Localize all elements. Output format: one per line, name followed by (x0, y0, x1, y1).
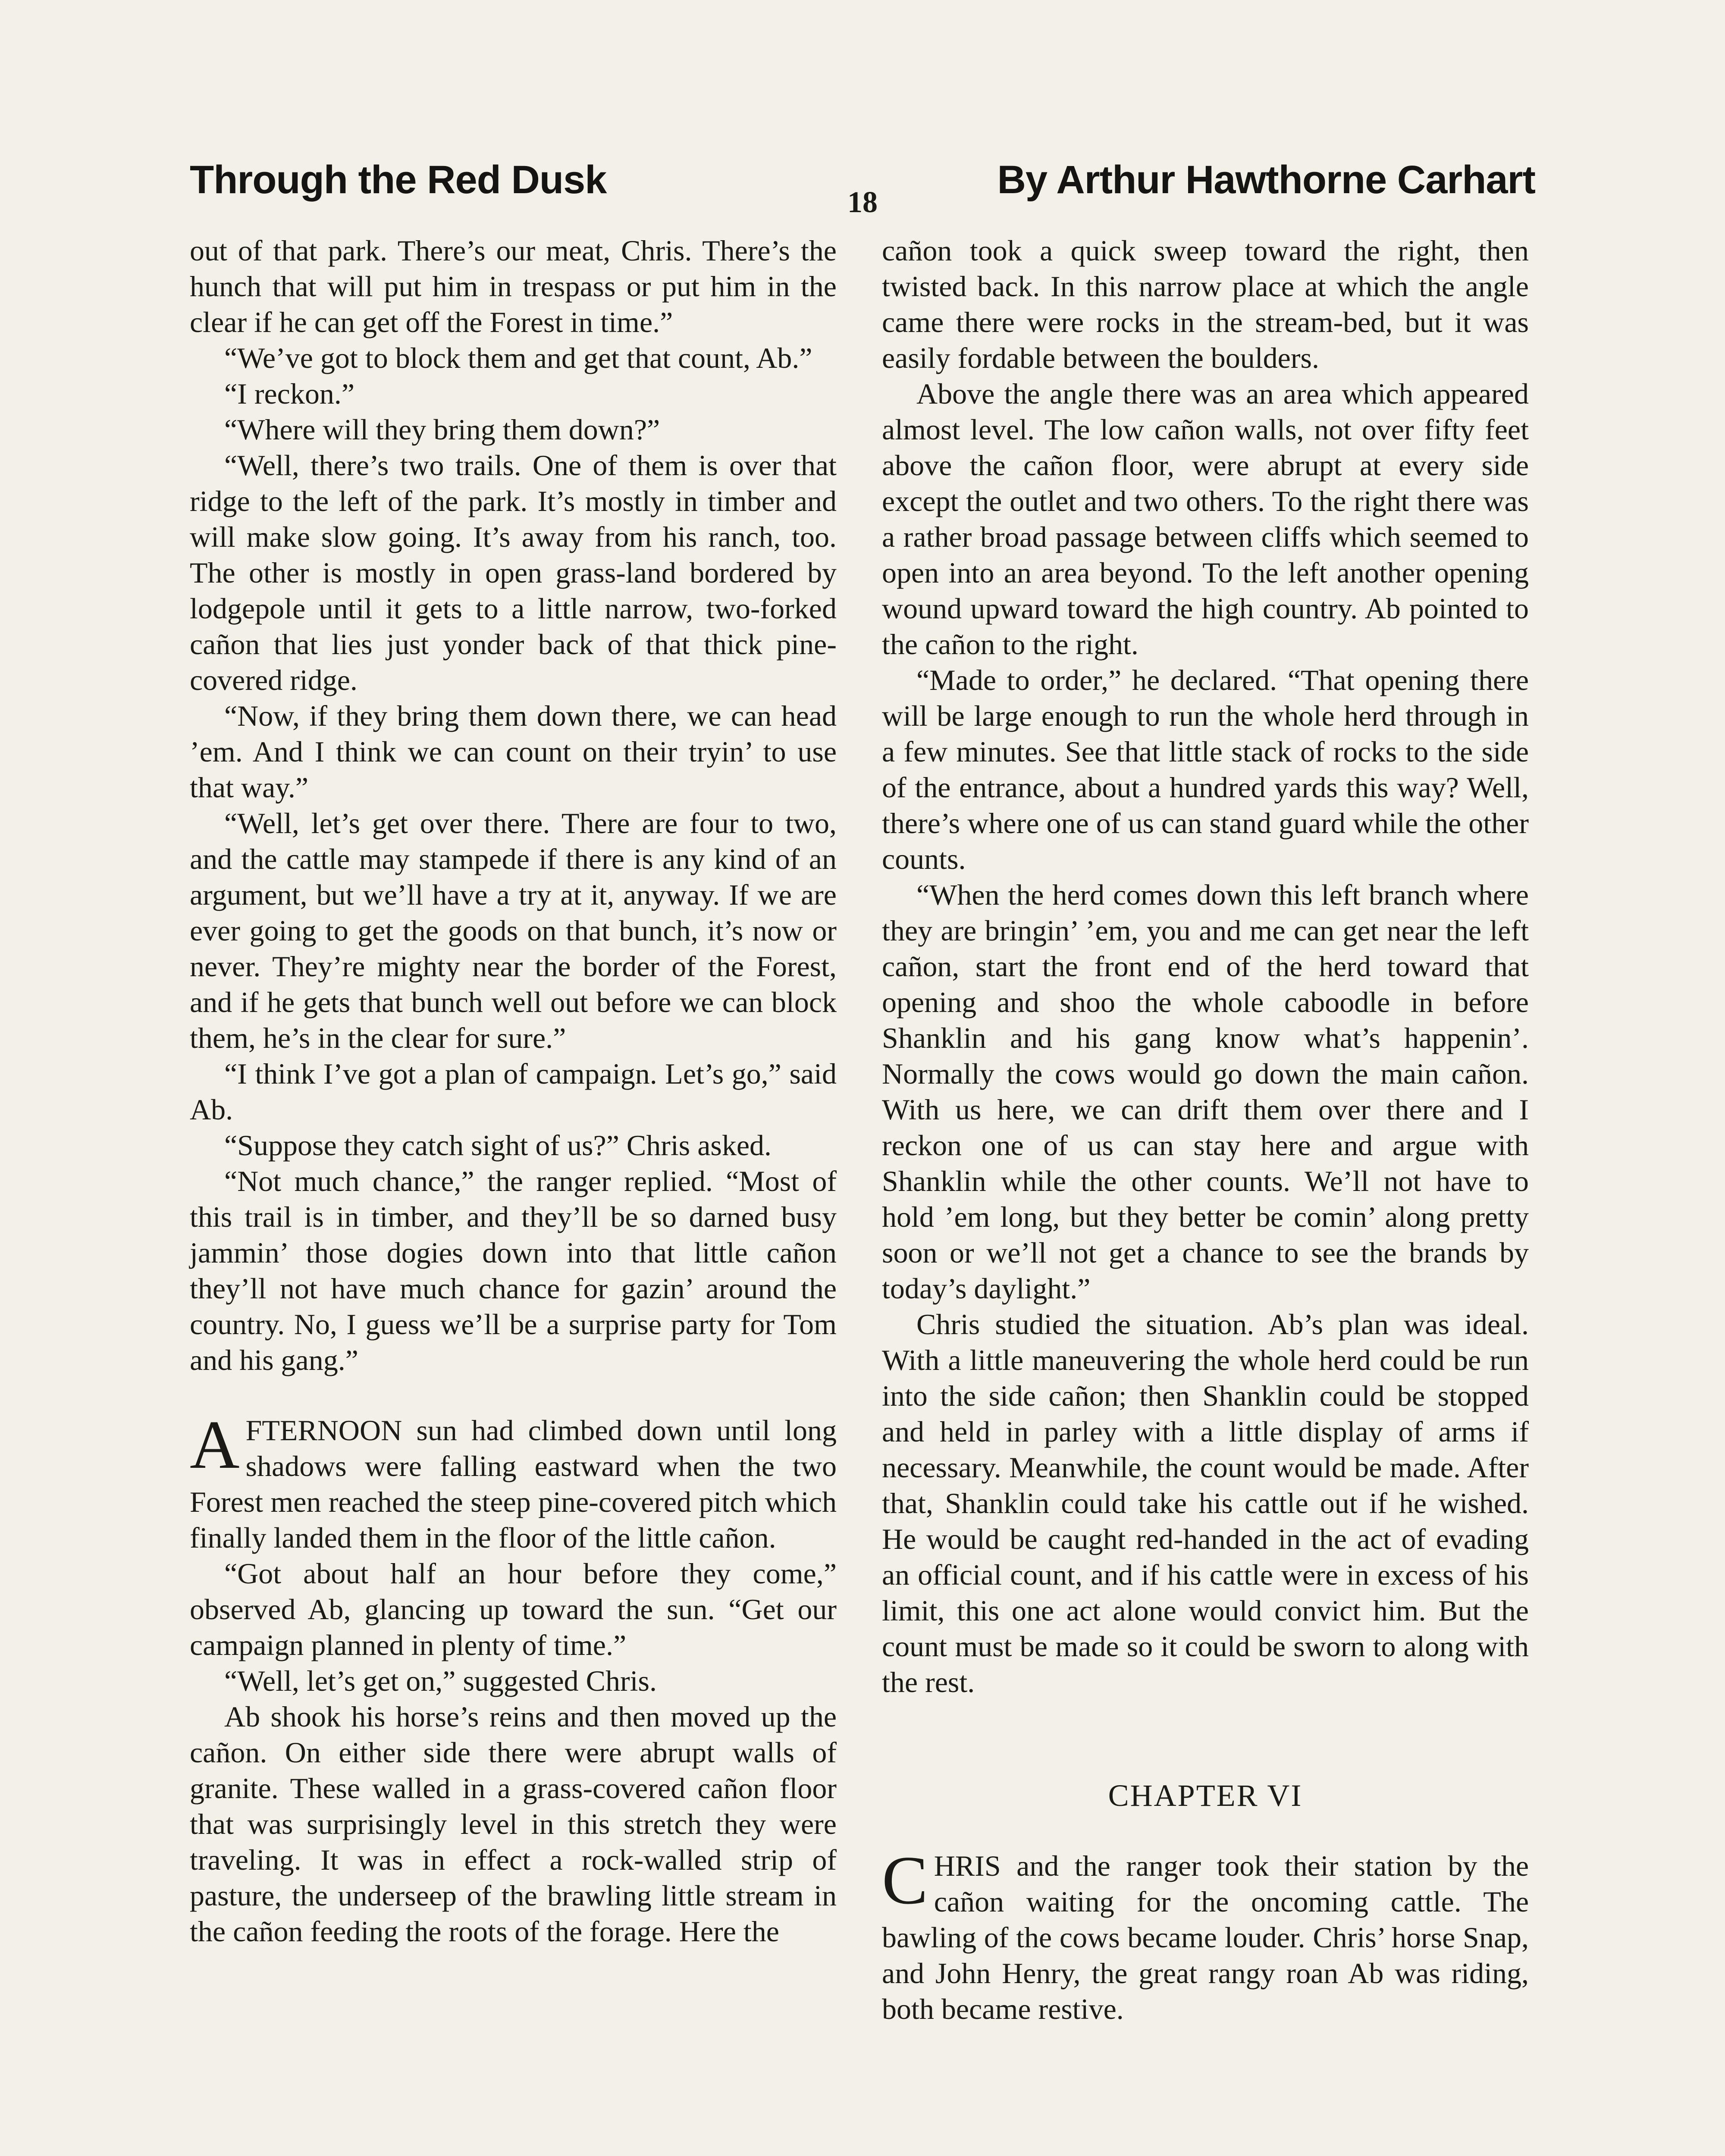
drop-cap: A (190, 1406, 240, 1483)
section-break (190, 1378, 837, 1413)
paragraph: Above the angle there was an area which appeared almost level. The low cañon walls, not over fifty feet above the cañon floor, were abrupt at every side except the outlet and two others. To the right there was a rather broad passage between cliffs which seemed to open into an area beyond. To the left another opening wound upward toward the high country. Ab pointed to the cañon to the right. (882, 377, 1529, 661)
chapter-heading: CHAPTER VI (1108, 1778, 1303, 1813)
paragraph: Ab shook his horse’s reins and then moved up the cañon. On either side there were abrupt walls of granite. These walled in a grass-covered cañon floor that was surprisingly level in this stretch they were traveling. It was in effect a rock-walled strip of pasture, the underseep of the brawling little stream in the cañon feeding the roots of the forage. Here the (190, 1700, 837, 1948)
paragraph: “Got about half an hour before they come,” observed Ab, glancing up toward the sun. “Get our campaign planned in plenty of time.” (190, 1557, 837, 1661)
paragraph-text: FTERNOON sun had climbed down until long shadows were falling eastward when the two Forest men reached the steep pine-covered pitch which finally landed them in the floor of the little cañon. (190, 1414, 837, 1554)
paragraph: “I think I’ve got a plan of campaign. Let’s go,” said Ab. (190, 1057, 837, 1126)
section-break (882, 1700, 1529, 1778)
paragraph: “Well, let’s get over there. There are four to two, and the cattle may stampede if there is any kind of an argument, but we’ll have a try at it, anyway. If we are ever going to get the goods on that bunch, it’s now or never. They’re mighty near the border of the Forest, and if he gets that bunch well out before we can block them, he’s in the clear for sure.” (190, 807, 837, 1054)
story-title: Through the Red Dusk (190, 158, 607, 202)
story-author: By Arthur Hawthorne Carhart (997, 158, 1535, 202)
paragraph: “I reckon.” (224, 377, 355, 410)
paragraph: cañon took a quick sweep toward the right, then twisted back. In this narrow place at which the angle came there were rocks in the stream-bed, but it was easily fordable between the boulders. (882, 234, 1529, 374)
paragraph: “Not much chance,” the ranger replied. “Most of this trail is in timber, and they’ll be so darned busy jammin’ those dogies down into that little cañon they’ll not have much chance for gazin’ around the country. No, I guess we’ll be a surprise party for Tom and his gang.” (190, 1165, 837, 1376)
section-opening-paragraph (190, 1406, 837, 1556)
page-number: 18 (847, 186, 878, 219)
paragraph-text: HRIS and the ranger took their station by the cañon waiting for the oncoming cattle. The bawling of the cows became louder. Chris’ horse Snap, and John Henry, the great rangy roan Ab was riding, both became restive. (882, 1849, 1529, 2025)
right-column (882, 233, 1529, 2027)
chapter-opening-paragraph (882, 1842, 1529, 2027)
paragraph: “Suppose they catch sight of us?” Chris asked. (224, 1129, 772, 1162)
paragraph: “When the herd comes down this left branch where they are bringin’ ’em, you and me can get near the left cañon, start the front end of the herd toward that opening and shoo the whole caboodle in before Shanklin and his gang know what’s happenin’. Normally the cows would go down the main cañon. With us here, we can drift them over there and I reckon one of us can stay here and argue with Shanklin while the other counts. We’ll not have to hold ’em long, but they better be comin’ along pretty soon or we’ll not get a chance to see the brands by today’s daylight.” (882, 878, 1529, 1305)
paragraph: out of that park. There’s our meat, Chris. There’s the hunch that will put him in trespass or put him in the clear if he can get off the Forest in time.” (190, 234, 837, 338)
drop-cap: C (882, 1842, 928, 1918)
paragraph: Chris studied the situation. Ab’s plan was ideal. With a little maneuvering the whole herd could be run into the side cañon; then Shanklin could be stopped and held in parley with a little display of arms if necessary. Meanwhile, the count would be made. After that, Shanklin could take his cattle out if he wished. He would be caught red-handed in the act of evading an official count, and if his cattle were in excess of his limit, this one act alone would convict him. But the count must be made so it could be sworn to along with the rest. (882, 1308, 1529, 1698)
paragraph: “Well, let’s get on,” suggested Chris. (224, 1664, 657, 1697)
paragraph: “We’ve got to block them and get that count, Ab.” (224, 342, 812, 374)
paragraph: “Where will they bring them down?” (224, 413, 660, 446)
section-break (882, 1814, 1529, 1848)
paragraph: “Well, there’s two trails. One of them is over that ridge to the left of the park. It’s mostly in timber and will make slow going. It’s away from his ranch, too. The other is mostly in open grass-land bordered by lodgepole until it gets to a little narrow, two-forked cañon that lies just yonder back of that thick pine-covered ridge. (190, 449, 837, 696)
paragraph: “Made to order,” he declared. “That opening there will be large enough to run the whole herd through in a few minutes. See that little stack of rocks to the side of the entrance, about a hundred yards this way? Well, there’s where one of us can stand guard while the other counts. (882, 664, 1529, 875)
paragraph: “Now, if they bring them down there, we can head ’em. And I think we can count on their tryin’ to use that way.” (190, 699, 837, 804)
left-column (190, 233, 837, 1949)
